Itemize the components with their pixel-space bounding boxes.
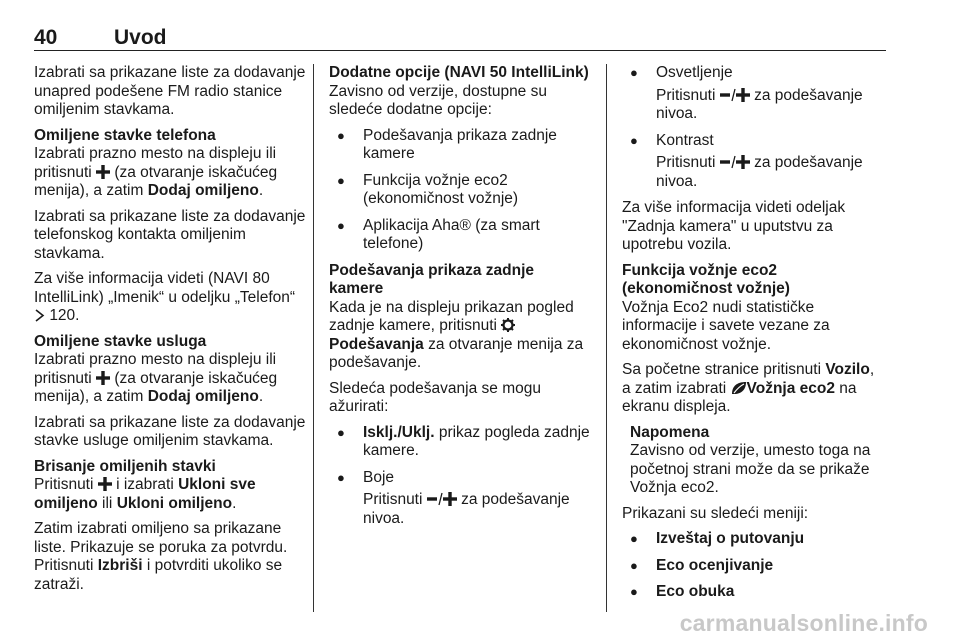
- paragraph: Zatim izabrati omiljeno sa prikazane liste. Prikazuje se poruka za potvrdu. Pritisnuti Izbriši i potvrditi ukoliko se zatraži.: [34, 520, 288, 593]
- heading-eco-driving: Funkcija vožnje eco2 (ekonomičnost vožnje): [622, 261, 790, 297]
- paragraph: Pritisnuti i izabrati Ukloni sve omiljeno ili Ukloni omiljeno.: [34, 476, 256, 512]
- gear-icon: [501, 318, 515, 332]
- heading-delete-favorites: Brisanje omiljenih stavki: [34, 457, 216, 475]
- plus-icon: [96, 371, 110, 385]
- watermark: carmanualsonline.info: [679, 610, 928, 636]
- list-item: ● Osvetljenje: [622, 64, 886, 83]
- list-item: ● Isklj./Uklj. prikaz pogleda zadnje kamere.: [329, 424, 591, 461]
- paragraph: Za više informacija videti (NAVI 80 IntelliLink) „Imenik“ u odeljku „Telefon“ 120.: [34, 270, 296, 324]
- paragraph: Vožnja Eco2 nudi statističke informacije i savete vezane za ekonomičnost vožnje.: [622, 298, 830, 353]
- column-3: [622, 64, 886, 610]
- list-item-detail: Pritisnuti za podešavanje nivoa.: [656, 154, 863, 190]
- list-item-detail: Pritisnuti za podešavanje nivoa.: [656, 86, 863, 122]
- chapter-title: Uvod: [114, 26, 167, 49]
- list-item: ● Aplikacija Aha® (za smart telefone): [329, 217, 591, 254]
- minus-plus-icon: [427, 492, 457, 506]
- plus-icon: [96, 165, 110, 179]
- menu-list-item: ● Eco obuka: [622, 583, 886, 602]
- paragraph: Sa početne stranice pritisnuti Vozilo, a zatim izabrati Vožnja eco2 na ekranu displeja.: [622, 361, 875, 415]
- eco-leaf-icon: [731, 381, 747, 395]
- menu-list-item: ● Eco ocenjivanje: [622, 557, 886, 576]
- heading-camera-settings: Podešavanja prikaza zadnje kamere: [329, 261, 535, 297]
- heading-additional-options: Dodatne opcije (NAVI 50 IntelliLink): [329, 64, 589, 81]
- plus-icon: [98, 477, 112, 491]
- paragraph: Izabrati sa prikazane liste za dodavanje unapred podešene FM radio stanice omiljenim stavkama.: [34, 64, 306, 118]
- list-item: ● Boje: [329, 469, 591, 488]
- paragraph: Izabrati sa prikazane liste za dodavanje telefonskog kontakta omiljenim stavkama.: [34, 207, 306, 262]
- paragraph: Izabrati prazno mesto na displeju ili pritisnuti (za otvaranje iskačućeg menija), a zatim Dodaj omiljeno.: [34, 145, 278, 199]
- column-2: [329, 64, 591, 536]
- note-text: Zavisno od verzije, umesto toga na početnoj strani može da se prikaže Vožnja eco2.: [630, 442, 871, 496]
- note-box: [622, 424, 886, 498]
- paragraph: Zavisno od verzije, dostupne su sledeće dodatne opcije:: [329, 82, 547, 118]
- page-reference-icon: [34, 309, 45, 322]
- paragraph: Izabrati sa prikazane liste za dodavanje stavke usluge omiljenim stavkama.: [34, 413, 306, 449]
- minus-plus-icon: [720, 155, 750, 169]
- paragraph: Izabrati prazno mesto na displeju ili pritisnuti (za otvaranje iskačućeg menija), a zatim Dodaj omiljeno.: [34, 351, 278, 405]
- heading-service-favorites: Omiljene stavke usluga: [34, 332, 207, 350]
- minus-plus-icon: [720, 88, 750, 102]
- note-title: Napomena: [630, 423, 710, 441]
- header-divider: [34, 50, 886, 51]
- page-header: [34, 22, 884, 50]
- list-item: ● Funkcija vožnje eco2 (ekonomičnost vožnje): [329, 172, 591, 209]
- column-divider-2: [606, 64, 607, 612]
- menu-list-item: ● Izveštaj o putovanju: [622, 530, 886, 549]
- paragraph: Sledeća podešavanja se mogu ažurirati:: [329, 379, 541, 415]
- heading-phone-favorites: Omiljene stavke telefona: [34, 126, 216, 144]
- paragraph: Za više informacija videti odeljak "Zadnja kamera" u uputstvu za upotrebu vozila.: [622, 199, 846, 253]
- paragraph: Prikazani su sledeći meniji:: [622, 504, 809, 522]
- list-item: ● Podešavanja prikaza zadnje kamere: [329, 127, 591, 164]
- column-divider-1: [313, 64, 314, 612]
- page-number: 40: [34, 26, 58, 49]
- list-item: ● Kontrast: [622, 132, 886, 151]
- column-1: [34, 64, 306, 601]
- list-item-detail: Pritisnuti za podešavanje nivoa.: [363, 491, 570, 527]
- paragraph: Kada je na displeju prikazan pogled zadnje kamere, pritisnuti Podešavanja za otvaranje menija za podešavanje.: [329, 298, 584, 371]
